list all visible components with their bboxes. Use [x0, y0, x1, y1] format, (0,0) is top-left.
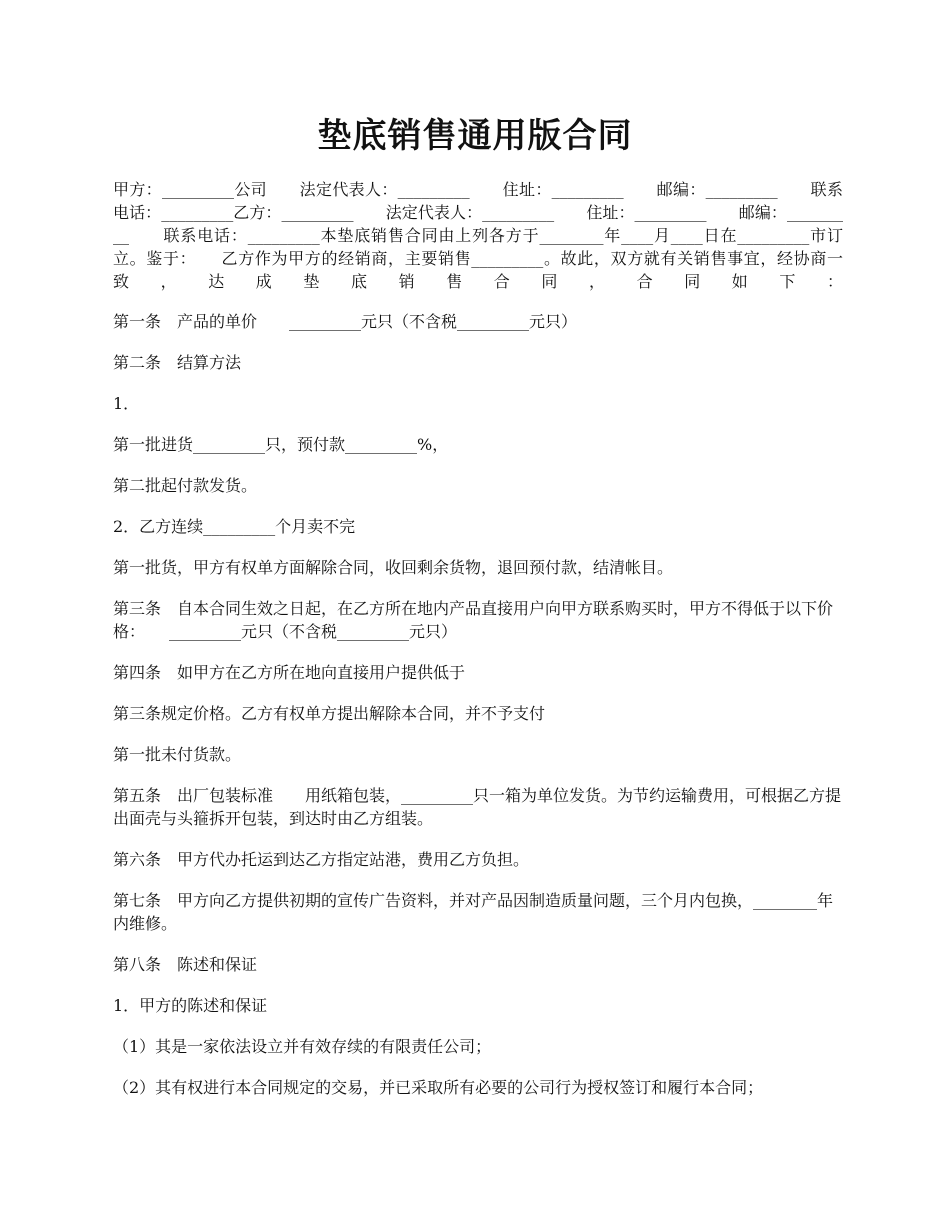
first-batch-termination-paragraph: 第一批货，甲方有权单方面解除合同，收回剩余货物，退回预付款，结清帐目。 — [113, 558, 674, 577]
article-2-item-1: 1． — [113, 394, 140, 413]
article-7-paragraph: 第七条 甲方向乙方提供初期的宣传广告资料，并对产品因制造质量问题，三个月内包换，________年内维修。 — [113, 891, 834, 933]
article-6-paragraph: 第六条 甲方代办托运到达乙方指定站港，费用乙方负担。 — [113, 850, 530, 869]
second-batch-paragraph: 第二批起付款发货。 — [113, 476, 258, 495]
document-title: 垫底销售通用版合同 — [317, 116, 633, 156]
parties-paragraph: 甲方：_________公司 法定代表人：_________ 住址：_________ 邮编：_________ 联系电话：_________乙方：_________ 法定代表人：_________ 住址：_________ 邮编：_________ 联系电话：_________本垫底销售合同由上列各方于________年____月____日在_________市订立。鉴于： 乙方作为甲方的经销商，主要销售_________。故此，双方就有关销售事宜，经协商一致，达成垫底销售合同，合同如下： — [113, 180, 843, 291]
representation-item-1: （1）其是一家依法设立并有效存续的有限责任公司； — [113, 1037, 492, 1056]
article-2-item-2: 2．乙方连续_________个月卖不完 — [113, 517, 356, 536]
article-2-heading: 第二条 结算方法 — [113, 353, 242, 372]
article-1-unit-price: 第一条 产品的单价 _________元只（不含税_________元只） — [113, 312, 578, 331]
article-8-heading: 第八条 陈述和保证 — [113, 955, 258, 974]
article-4-paragraph: 第四条 如甲方在乙方所在地向直接用户提供低于 — [113, 663, 466, 682]
article-5-paragraph: 第五条 出厂包装标准 用纸箱包装，_________只一箱为单位发货。为节约运输费用，可根据乙方提出面壳与头箍拆开包装，到达时由乙方组装。 — [113, 786, 842, 828]
first-batch-unpaid-paragraph: 第一批未付货款。 — [113, 745, 242, 764]
article-3-price-paragraph: 第三条规定价格。乙方有权单方提出解除本合同，并不予支付 — [113, 704, 546, 723]
article-3-paragraph: 第三条 自本合同生效之日起，在乙方所在地内产品直接用户向甲方联系购买时，甲方不得低于以下价格： _________元只（不含税_________元只） — [113, 599, 834, 641]
representation-item-2: （2）其有权进行本合同规定的交易，并已采取所有必要的公司行为授权签订和履行本合同； — [113, 1078, 764, 1097]
first-batch-paragraph: 第一批进货_________只，预付款_________%， — [113, 435, 449, 454]
party-a-representations-heading: 1．甲方的陈述和保证 — [113, 996, 268, 1015]
document-body — [113, 178, 843, 1117]
